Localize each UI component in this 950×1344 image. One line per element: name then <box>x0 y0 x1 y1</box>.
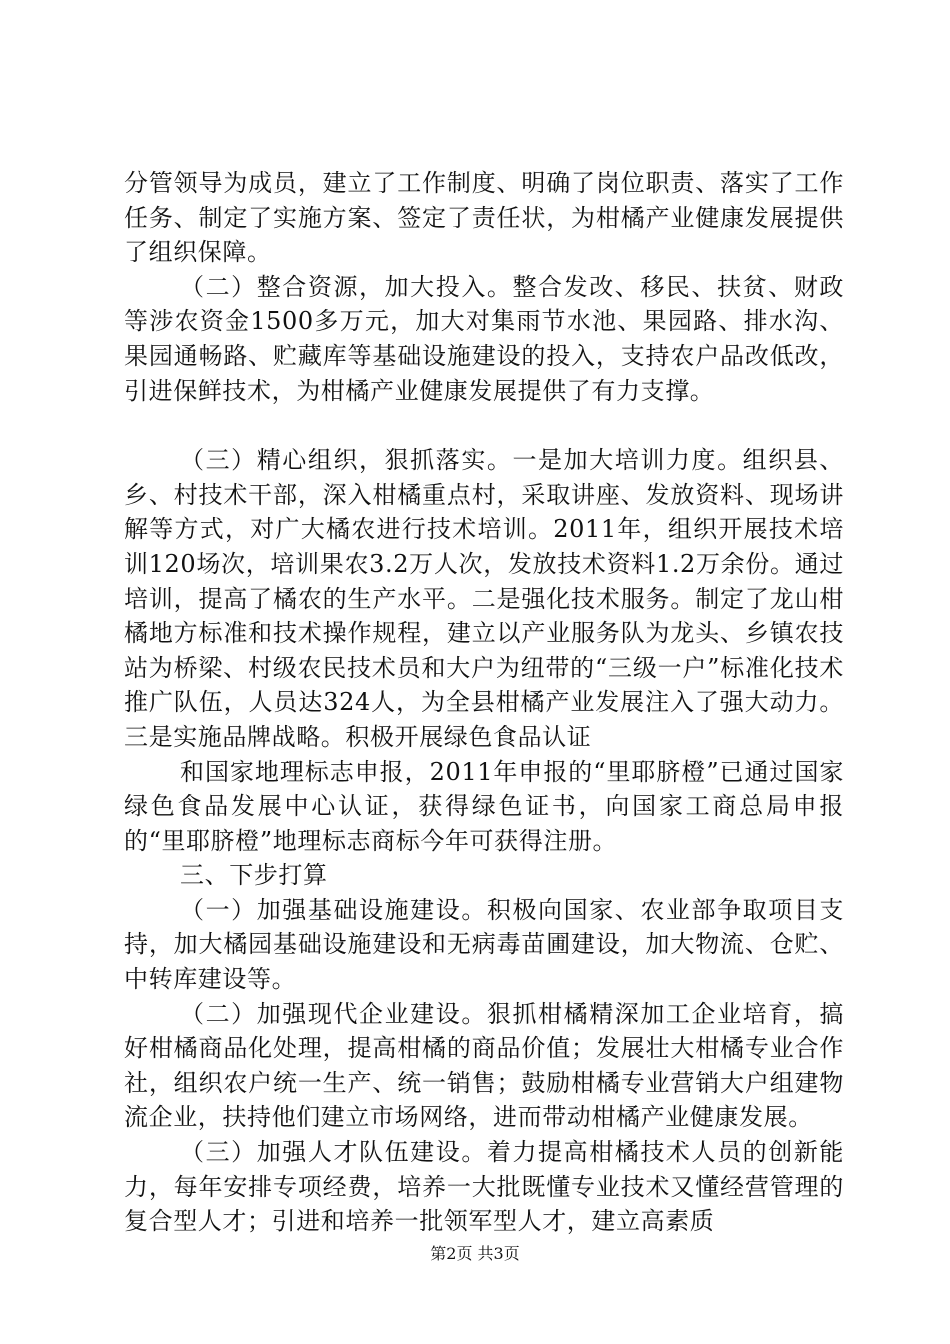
paragraph-modern-enterprise: （二）加强现代企业建设。狠抓柑橘精深加工企业培育，搞好柑橘商品化处理，提高柑橘的商品价值；发展壮大柑橘专业合作社，组织农户统一生产、统一销售；鼓励柑橘专业营销大户组建物流企业，扶持他们建立市场网络，进而带动柑橘产业健康发展。 <box>124 999 844 1132</box>
paragraph-talent-team: （三）加强人才队伍建设。着力提高柑橘技术人员的创新能力，每年安排专项经费，培养一大批既懂专业技术又懂经营管理的复合型人才；引进和培养一批领军型人才，建立高素质 <box>124 1138 844 1236</box>
page-number-footer: 第2页 共3页 <box>430 1244 520 1263</box>
paragraph-infrastructure: （一）加强基础设施建设。积极向国家、农业部争取项目支持，加大橘园基础设施建设和无病毒苗圃建设，加大物流、仓贮、中转库建设等。 <box>124 895 844 994</box>
paragraph-careful-organization: （三）精心组织，狠抓落实。一是加大培训力度。组织县、乡、村技术干部，深入柑橘重点村，采取讲座、发放资料、现场讲解等方式，对广大橘农进行技术培训。2011年，组织开展技术培训120场次，培训果农3.2万人次，发放技术资料1.2万余份。通过培训，提高了橘农的生产水平。二是强化技术服务。制定了龙山柑橘地方标准和技术操作规程，建立以产业服务队为龙头、乡镇农技站为桥梁、村级农民技术员和大户为纽带的“三级一户”标准化技术推广队伍，人员达324人，为全县柑橘产业发展注入了强大动力。三是实施品牌战略。积极开展绿色食品认证 <box>124 446 844 751</box>
section-heading-next-steps: 三、下步打算 <box>180 861 328 890</box>
document-body <box>124 166 844 1239</box>
paragraph-geographic-indication: 和国家地理标志申报，2011年申报的“里耶脐橙”已通过国家绿色食品发展中心认证，获得绿色证书，向国家工商总局申报的“里耶脐橙”地理标志商标今年可获得注册。 <box>124 757 844 855</box>
paragraph-organization-guarantee: 分管领导为成员，建立了工作制度、明确了岗位职责、落实了工作任务、制定了实施方案、签定了责任状，为柑橘产业健康发展提供了组织保障。 <box>124 169 844 267</box>
paragraph-integrate-resources: （二）整合资源，加大投入。整合发改、移民、扶贫、财政等涉农资金1500多万元，加大对集雨节水池、果园路、排水沟、果园通畅路、贮藏库等基础设施建设的投入，支持农户品改低改，引进保鲜技术，为柑橘产业健康发展提供了有力支撑。 <box>124 272 844 405</box>
